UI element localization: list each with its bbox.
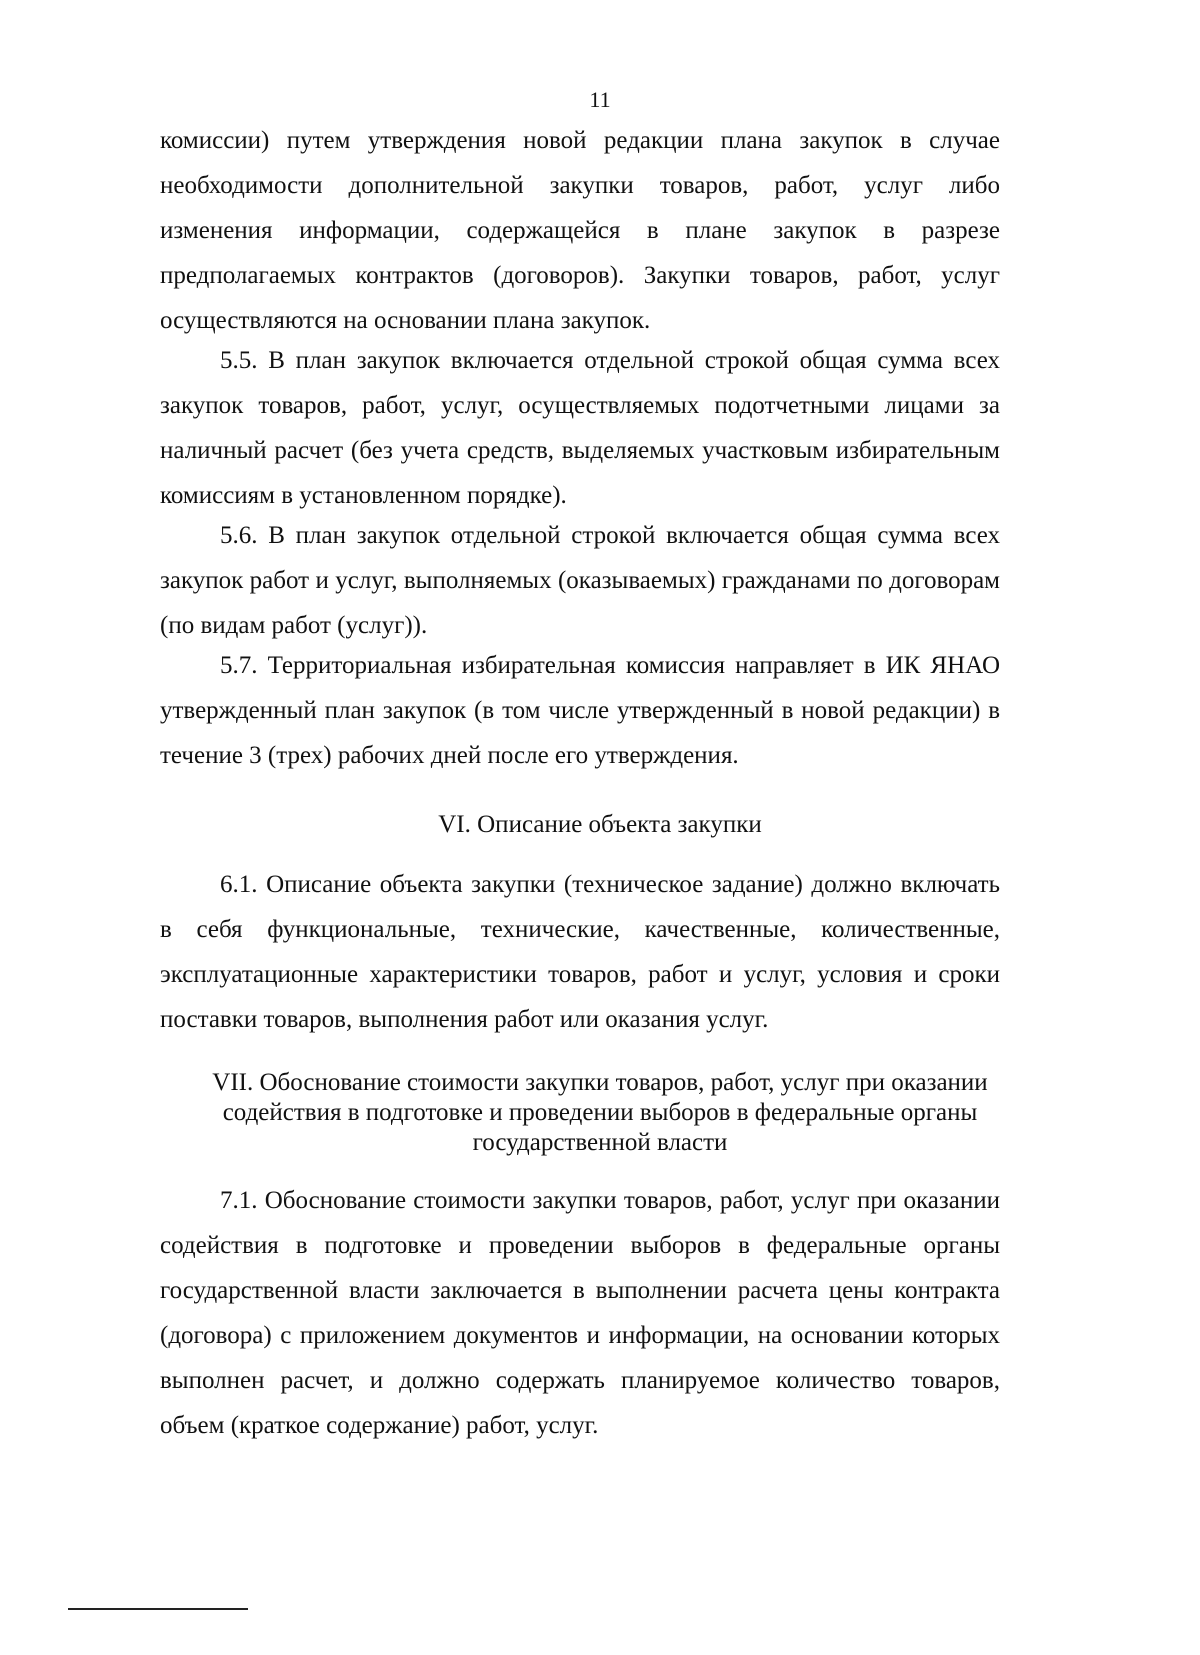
footnote-rule <box>68 1608 248 1610</box>
section-7-heading <box>150 1068 1050 1158</box>
section-7-heading-line-3: государственной власти <box>472 1129 728 1156</box>
paragraph-continuation: комиссии) путем утверждения новой редакции плана закупок в случае необходимости дополнительной закупки товаров, работ, услуг либо изменения информации, содержащейся в плане закупок в разрезе предполагаемых контрактов (договоров). Закупки товаров, работ, услуг осуществляются на основании плана закупок. <box>160 127 1000 334</box>
section-6-heading: VI. Описание объекта закупки <box>438 811 762 838</box>
section-7-heading-line-1: VII. Обоснование стоимости закупки товаров, работ, услуг при оказании <box>212 1069 988 1096</box>
page-number: 11 <box>589 87 611 112</box>
paragraph-5-7: 5.7. Территориальная избирательная комиссия направляет в ИК ЯНАО утвержденный план закупок (в том числе утвержденный в новой редакции) в течение 3 (трех) рабочих дней после его утверждения. <box>160 652 1000 769</box>
section-7-heading-line-2: содействия в подготовке и проведении выборов в федеральные органы <box>222 1099 978 1126</box>
paragraph-6-1: 6.1. Описание объекта закупки (техническое задание) должно включать в себя функциональные, технические, качественные, количественные, эксплуатационные характеристики товаров, работ и услуг, условия и сроки поставки товаров, выполнения работ или оказания услуг. <box>160 871 1000 1033</box>
paragraph-5-5: 5.5. В план закупок включается отдельной строкой общая сумма всех закупок товаров, работ, услуг, осуществляемых подотчетными лицами за наличный расчет (без учета средств, выделяемых участковым избирательным комиссиям в установленном порядке). <box>160 347 1000 509</box>
paragraph-7-1: 7.1. Обоснование стоимости закупки товаров, работ, услуг при оказании содействия в подготовке и проведении выборов в федеральные органы государственной власти заключается в выполнении расчета цены контракта (договора) с приложением документов и информации, на основании которых выполнен расчет, и должно содержать планируемое количество товаров, объем (краткое содержание) работ, услуг. <box>160 1187 1000 1439</box>
paragraph-5-6: 5.6. В план закупок отдельной строкой включается общая сумма всех закупок работ и услуг, выполняемых (оказываемых) гражданами по договорам (по видам работ (услуг)). <box>160 522 1000 639</box>
